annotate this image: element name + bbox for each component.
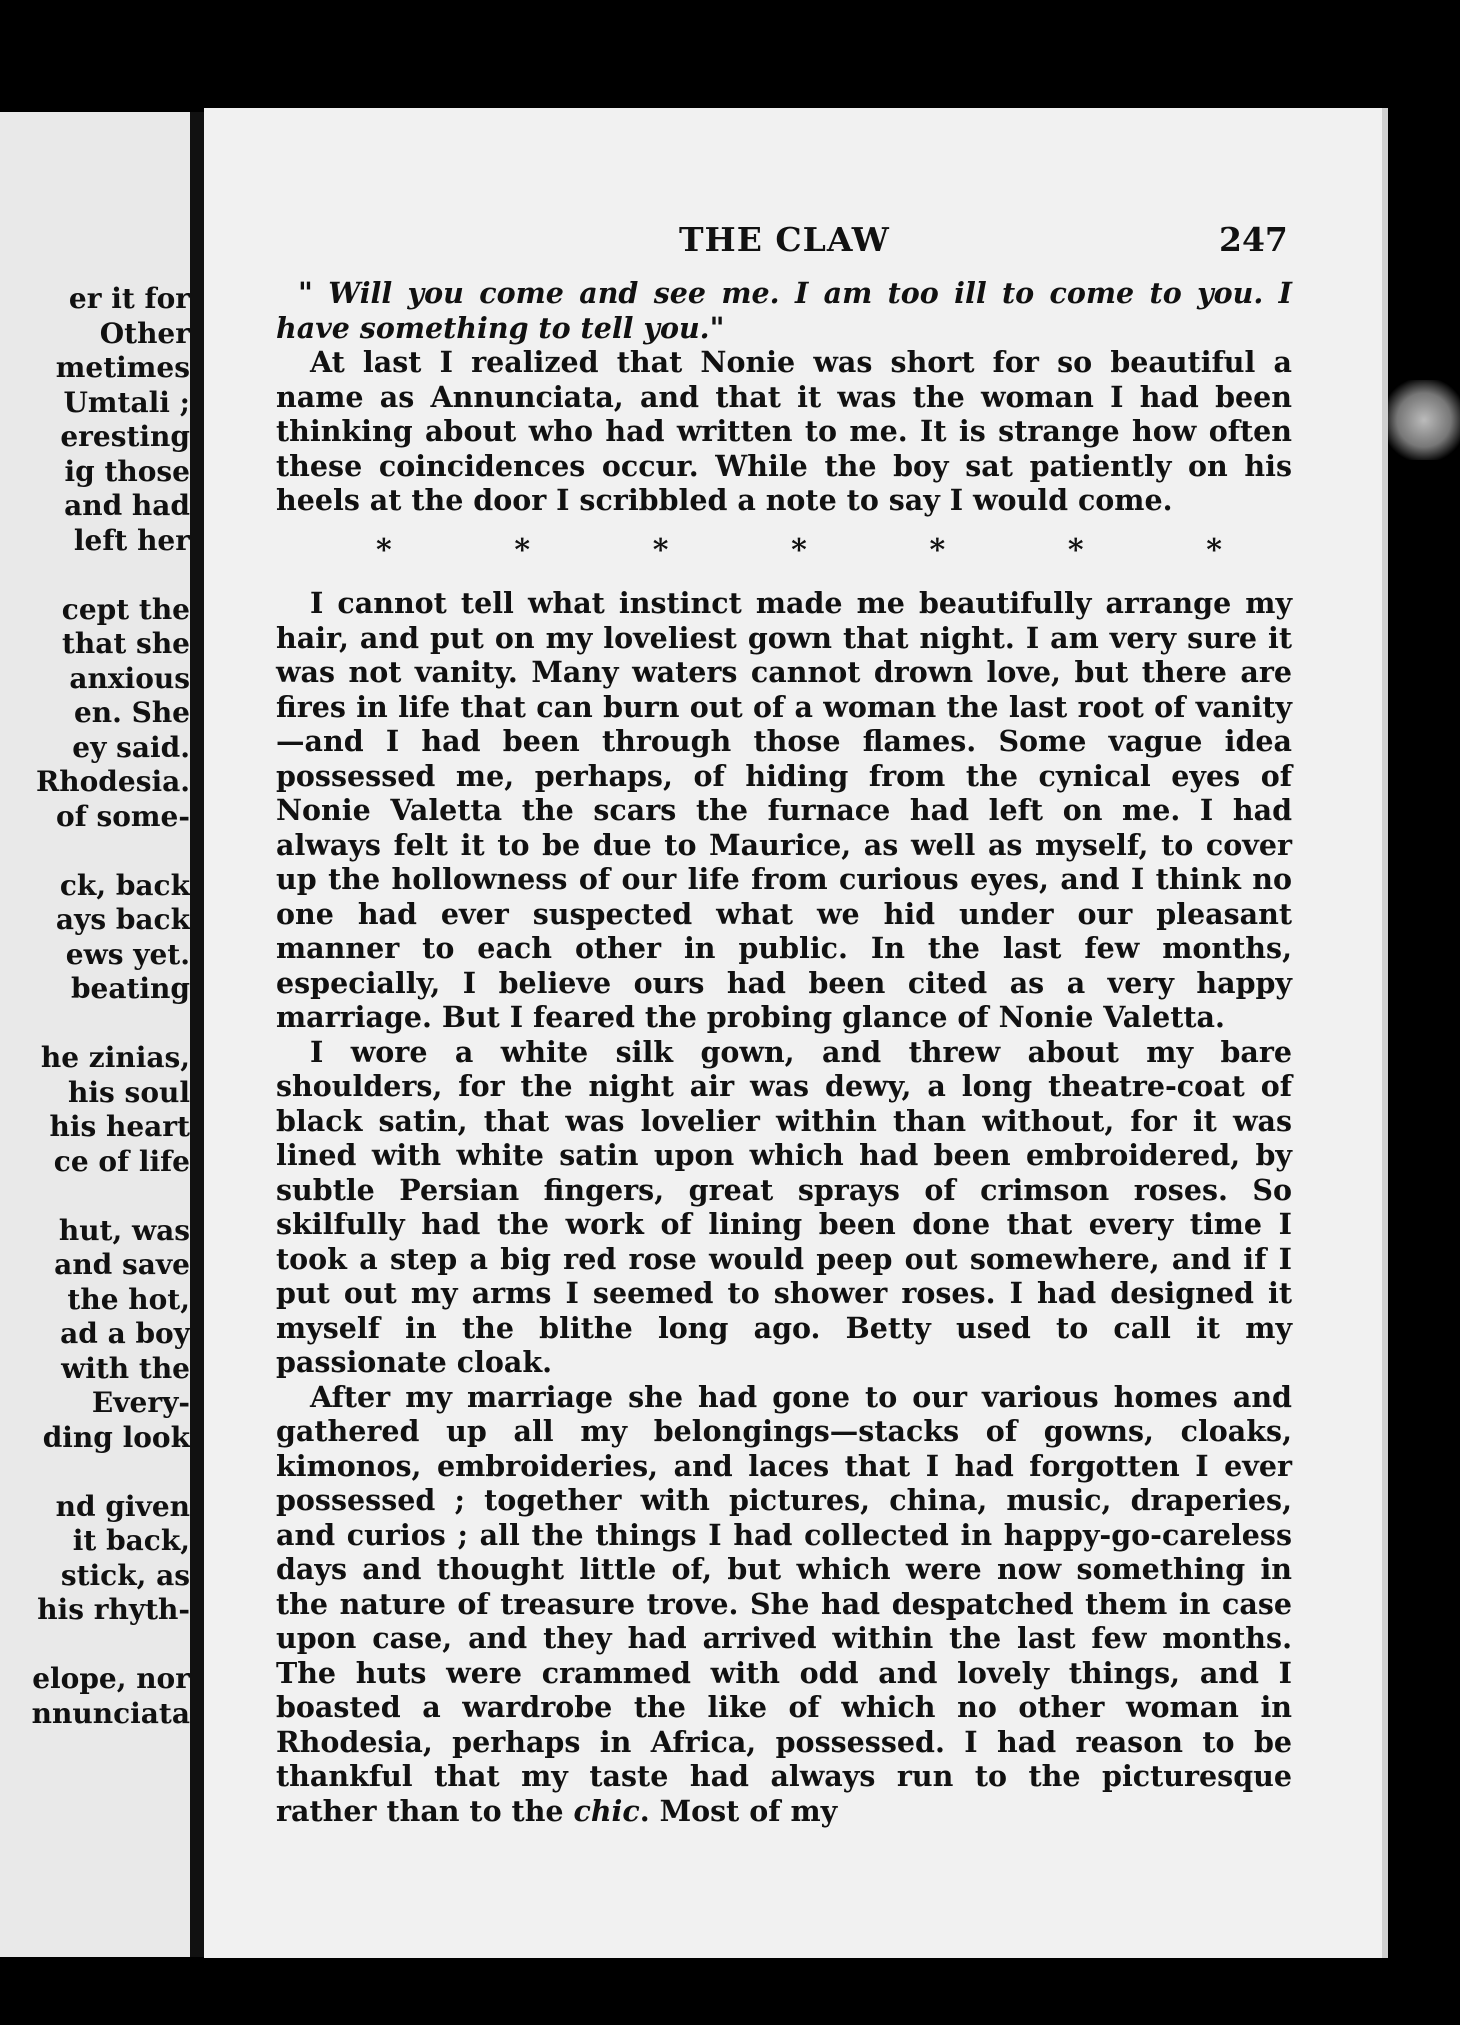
paragraph-5-end: . Most of my [639,1793,838,1828]
left-page-line: that she [61,627,190,660]
section-break-star: * [1206,532,1222,568]
left-page-line: his heart [49,1110,190,1143]
left-page-line: stick, as [60,1558,190,1592]
left-page-line: anxious [69,661,190,695]
left-page-line: his rhyth- [37,1593,190,1626]
left-page-line: ck, back [59,868,190,902]
left-page-line: Other [99,316,190,350]
left-page-line: it back, [72,1524,190,1557]
left-page-line: ig those [64,454,190,488]
paragraph-5 [276,1380,1292,1829]
left-page-line: ews yet. [65,937,190,971]
left-page-line: en. She [73,696,190,729]
left-page-line: ad a boy [60,1317,190,1350]
right-page [204,108,1388,1958]
page-title: THE CLAW [679,220,890,259]
left-page-line: beating [70,972,190,1005]
left-page-line: nnunciata [31,1696,190,1730]
paragraph-4: I wore a white silk gown, and threw about my bare shoulders, for the night air was dewy, a long theatre-coat of black satin, that was lovelier within than without, for it was lined with white satin upon which had been embroidered, by subtle Persian fingers, great sprays of crimson roses. So skilfully had the work of lining been done that every time I took a step a big red rose would peep out somewhere, and if I put out my arms I seemed to shower roses. I had designed it myself in the blithe long ago. Betty used to call it my passionate cloak. [276,1034,1292,1379]
left-page-line: nd given [55,1489,190,1523]
paragraph-5-text: After my marriage she had gone to our various homes and gathered up all my belongings—stacks of gowns, cloaks, kimonos, embroideries, and laces that I had forgotten I ever possessed ; together with pictures, china, music, draperies, and curios ; all the things I had collected in happy-go-careless days and thought little of, but which were now something in the nature of treasure trove. She had despatched them in case upon case, and they had arrived within the last few months. The huts were crammed with odd and lovely things, and I boasted a wardrobe the like of which no other woman in Rhodesia, perhaps in Africa, possessed. I had reason to be thankful that my taste had always run to the picturesque rather than to the [276,1379,1292,1828]
left-page-line: his soul [68,1075,190,1109]
left-page-line: er it for [68,282,190,315]
left-page-line: ays back [55,903,190,936]
left-page-line: ding look [42,1420,190,1454]
body-text [276,276,1292,1828]
left-page-line: and had [64,489,190,522]
left-page-line: cept the [61,592,190,626]
book-gutter [190,112,204,1957]
section-break-star: * [929,532,946,568]
left-page-line: and save [54,1248,190,1281]
left-page-line: hut, was [58,1213,190,1247]
paragraph-5-italic: chic [573,1793,640,1828]
section-break-star: * [514,532,531,568]
section-break-star: * [652,532,669,568]
paragraph-3: I cannot tell what instinct made me beautifully arrange my hair, and put on my loveliest gown that night. I am very sure it was not vanity. Many waters cannot drown love, but there are fires in life that can burn out of a woman the last root of vanity—and I had been through those flames. Some vague idea possessed me, perhaps, of hiding from the cynical eyes of Nonie Valetta the scars the furnace had left on me. I had always felt it to be due to Maurice, as well as myself, to cover up the hollowness of our life from curious eyes, and I think no one had ever suspected what we hid under our pleasant manner to each other in public. In the last few months, especially, I believe ours had been cited as a very happy marriage. But I feared the probing glance of Nonie Valetta. [276,586,1292,1034]
left-page-line: Rhodesia. [36,765,190,798]
left-page-line: of some- [56,799,190,833]
section-break-star: * [1067,532,1084,568]
left-page-line: metimes [55,351,190,384]
left-page-line: left her [73,523,190,557]
left-page-line: he zinias, [40,1041,190,1074]
section-break [276,518,1292,587]
left-page-fragment [0,112,190,1957]
left-page-line: Umtali ; [63,385,190,419]
paragraph-quoted-letter: " Will you come and see me. I am too ill to come to you. I have something to tell you." [276,276,1292,345]
left-page-line: ce of life [53,1144,190,1178]
left-page-line: with the [61,1351,190,1385]
page-number: 247 [1219,220,1288,259]
running-head [204,220,1382,260]
page-edge-scan-artifact [1388,380,1460,460]
paragraph-2: At last I realized that Nonie was short for so beautiful a name as Annunciata, and that it was the woman I had been thinking about who had written to me. It is strange how often these coincidences occur. While the boy sat patiently on his heels at the door I scribbled a note to say I would come. [276,345,1292,517]
left-page-line: ey said. [72,730,190,764]
section-break-star: * [791,532,807,568]
section-break-star: * [376,532,392,568]
left-page-line: Every- [91,1386,190,1419]
left-page-line: eresting [60,420,190,453]
left-page-line: the hot, [67,1282,190,1316]
left-page-line: elope, nor [32,1662,190,1695]
